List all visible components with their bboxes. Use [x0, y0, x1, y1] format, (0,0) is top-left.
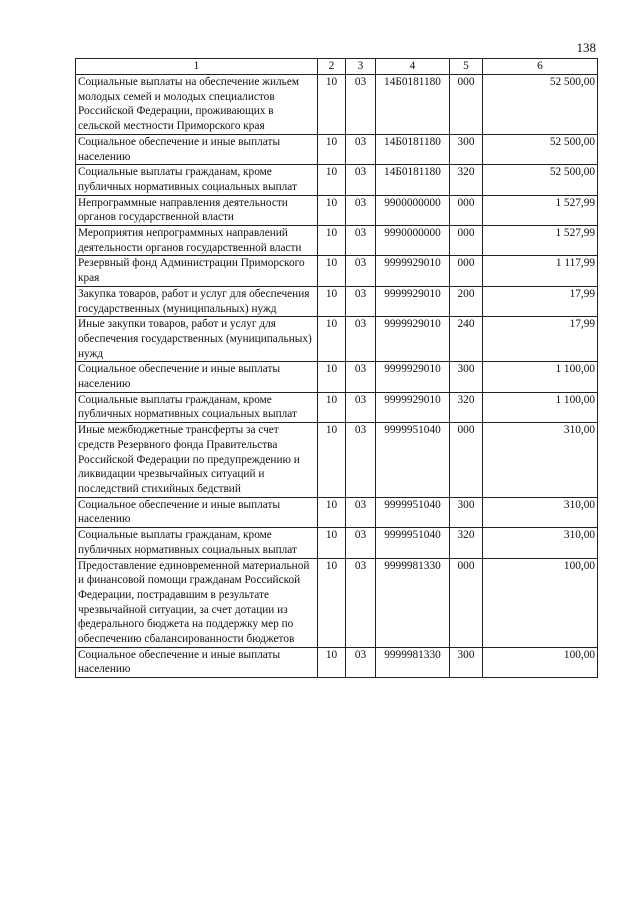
row-amount: 52 500,00 — [483, 75, 598, 135]
row-section: 10 — [318, 226, 346, 256]
table-row — [76, 362, 598, 392]
table-row — [76, 75, 598, 135]
row-subsection: 03 — [346, 392, 376, 422]
row-subsection: 03 — [346, 362, 376, 392]
header-col-5: 5 — [450, 59, 483, 75]
row-expense-type: 300 — [450, 362, 483, 392]
row-subsection: 03 — [346, 497, 376, 527]
header-col-3: 3 — [346, 59, 376, 75]
row-amount: 1 527,99 — [483, 195, 598, 225]
row-subsection: 03 — [346, 256, 376, 286]
row-expense-type: 320 — [450, 392, 483, 422]
row-subsection: 03 — [346, 226, 376, 256]
table-row — [76, 528, 598, 558]
row-target-article: 14Б0181180 — [376, 75, 450, 135]
header-col-1: 1 — [76, 59, 318, 75]
row-expense-type: 300 — [450, 497, 483, 527]
row-name: Иные межбюджетные трансферты за счет средств Резервного фонда Правительства Российской Федерации по предупреждению и ликвидации чрезвычайных ситуаций и последствий стихийных бедствий — [76, 423, 318, 498]
row-section: 10 — [318, 647, 346, 677]
row-section: 10 — [318, 362, 346, 392]
row-amount: 1 527,99 — [483, 226, 598, 256]
row-expense-type: 300 — [450, 134, 483, 164]
row-amount: 310,00 — [483, 497, 598, 527]
row-target-article: 9900000000 — [376, 195, 450, 225]
row-amount: 1 117,99 — [483, 256, 598, 286]
row-expense-type: 000 — [450, 256, 483, 286]
table-row — [76, 165, 598, 195]
row-name: Закупка товаров, работ и услуг для обеспечения государственных (муниципальных) нужд — [76, 286, 318, 316]
row-name: Социальное обеспечение и иные выплаты населению — [76, 362, 318, 392]
table-row — [76, 647, 598, 677]
table-row — [76, 226, 598, 256]
row-amount: 1 100,00 — [483, 392, 598, 422]
row-subsection: 03 — [346, 558, 376, 647]
table-row — [76, 392, 598, 422]
row-amount: 310,00 — [483, 423, 598, 498]
row-subsection: 03 — [346, 195, 376, 225]
row-section: 10 — [318, 528, 346, 558]
row-section: 10 — [318, 558, 346, 647]
row-expense-type: 320 — [450, 528, 483, 558]
row-subsection: 03 — [346, 134, 376, 164]
header-col-6: 6 — [483, 59, 598, 75]
row-amount: 17,99 — [483, 286, 598, 316]
row-subsection: 03 — [346, 75, 376, 135]
row-name: Непрограммные направления деятельности органов государственной власти — [76, 195, 318, 225]
row-subsection: 03 — [346, 647, 376, 677]
row-target-article: 14Б0181180 — [376, 134, 450, 164]
row-target-article: 9999951040 — [376, 497, 450, 527]
row-section: 10 — [318, 497, 346, 527]
row-amount: 310,00 — [483, 528, 598, 558]
row-name: Социальное обеспечение и иные выплаты населению — [76, 497, 318, 527]
row-target-article: 9999929010 — [376, 392, 450, 422]
table-row — [76, 497, 598, 527]
table-row — [76, 195, 598, 225]
header-col-2: 2 — [318, 59, 346, 75]
row-name: Мероприятия непрограммных направлений деятельности органов государственной власти — [76, 226, 318, 256]
row-section: 10 — [318, 423, 346, 498]
row-name: Резервный фонд Администрации Приморского края — [76, 256, 318, 286]
page-number: 138 — [576, 40, 596, 55]
table-row — [76, 286, 598, 316]
row-target-article: 9999929010 — [376, 256, 450, 286]
row-expense-type: 000 — [450, 226, 483, 256]
header-row — [76, 59, 598, 75]
row-subsection: 03 — [346, 286, 376, 316]
row-name: Социальное обеспечение и иные выплаты населению — [76, 647, 318, 677]
row-subsection: 03 — [346, 528, 376, 558]
row-subsection: 03 — [346, 423, 376, 498]
row-name: Социальное обеспечение и иные выплаты населению — [76, 134, 318, 164]
row-target-article: 9990000000 — [376, 226, 450, 256]
row-expense-type: 240 — [450, 317, 483, 362]
row-target-article: 9999929010 — [376, 362, 450, 392]
row-subsection: 03 — [346, 317, 376, 362]
row-name: Социальные выплаты на обеспечение жильем молодых семей и молодых специалистов Российской Федерации, проживающих в сельской местности Приморского края — [76, 75, 318, 135]
row-section: 10 — [318, 195, 346, 225]
row-expense-type: 000 — [450, 423, 483, 498]
row-section: 10 — [318, 286, 346, 316]
row-expense-type: 300 — [450, 647, 483, 677]
row-amount: 17,99 — [483, 317, 598, 362]
row-subsection: 03 — [346, 165, 376, 195]
row-name: Социальные выплаты гражданам, кроме публичных нормативных социальных выплат — [76, 392, 318, 422]
table-row — [76, 558, 598, 647]
row-target-article: 9999929010 — [376, 286, 450, 316]
row-amount: 52 500,00 — [483, 165, 598, 195]
row-target-article: 9999951040 — [376, 528, 450, 558]
budget-table — [75, 58, 598, 678]
row-expense-type: 200 — [450, 286, 483, 316]
table-row — [76, 134, 598, 164]
row-expense-type: 000 — [450, 558, 483, 647]
row-amount: 52 500,00 — [483, 134, 598, 164]
row-amount: 100,00 — [483, 647, 598, 677]
row-expense-type: 000 — [450, 75, 483, 135]
row-name: Иные закупки товаров, работ и услуг для обеспечения государственных (муниципальных) нужд — [76, 317, 318, 362]
row-target-article: 9999981330 — [376, 558, 450, 647]
row-name: Социальные выплаты гражданам, кроме публичных нормативных социальных выплат — [76, 165, 318, 195]
row-name: Социальные выплаты гражданам, кроме публичных нормативных социальных выплат — [76, 528, 318, 558]
row-target-article: 14Б0181180 — [376, 165, 450, 195]
row-section: 10 — [318, 317, 346, 362]
row-expense-type: 320 — [450, 165, 483, 195]
table-row — [76, 317, 598, 362]
row-section: 10 — [318, 75, 346, 135]
row-target-article: 9999929010 — [376, 317, 450, 362]
row-section: 10 — [318, 256, 346, 286]
row-section: 10 — [318, 165, 346, 195]
row-name: Предоставление единовременной материальной и финансовой помощи гражданам Российской Федерации, пострадавшим в результате чрезвычайной ситуации, за счет дотации из федерального бюджета на поддержку мер по обеспечению сбалансированности бюджетов — [76, 558, 318, 647]
row-section: 10 — [318, 134, 346, 164]
row-expense-type: 000 — [450, 195, 483, 225]
row-amount: 1 100,00 — [483, 362, 598, 392]
row-target-article: 9999951040 — [376, 423, 450, 498]
table-row — [76, 423, 598, 498]
table-row — [76, 256, 598, 286]
row-target-article: 9999981330 — [376, 647, 450, 677]
row-section: 10 — [318, 392, 346, 422]
header-col-4: 4 — [376, 59, 450, 75]
row-amount: 100,00 — [483, 558, 598, 647]
